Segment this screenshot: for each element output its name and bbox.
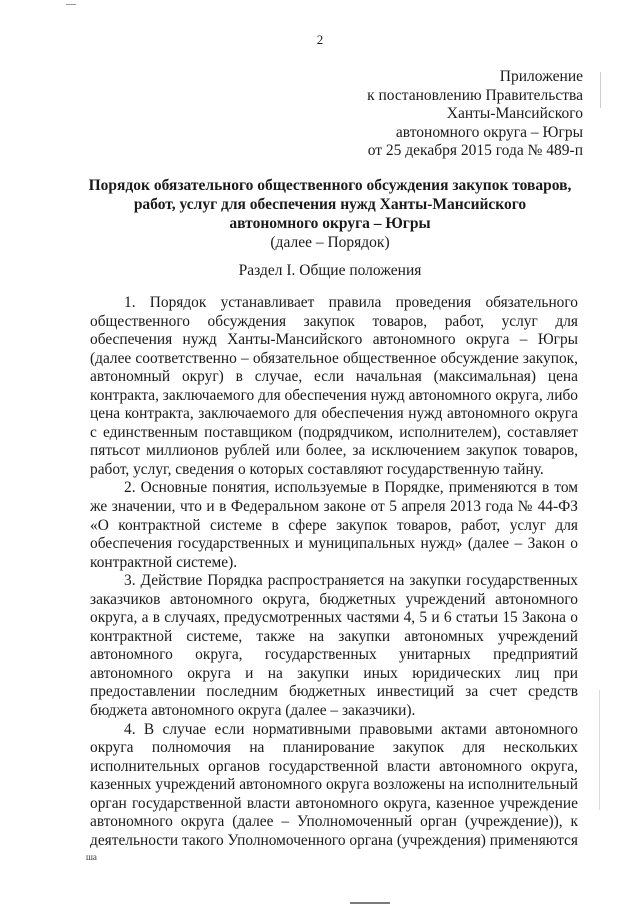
paragraph-2: 2. Основные понятия, используемые в Порядке, применяются в том же значении, что и в Федеральном законе от 5 апреля 2013 года № 44-ФЗ «О контрактной системе в сфере закупок товаров, работ, услуг для обеспечения государственных и муниципальных нужд» (далее – Закон о контрактной системе). — [90, 479, 578, 571]
appendix-line: автономного округа – Югры — [395, 123, 583, 141]
paragraph-4: 4. В случае если нормативными правовыми актами автономного округа полномочия на планирование закупок для нескольких исполнительных органов государственной власти автономного округа, казенных учреждений автономного округа возложены на исполнительный орган государственной власти автономного округа, казенное учреждение автономного округа (далее – Уполномоченный орган (учреждение)), к деятельности такого Уполномоченного органа (учреждения) применяются — [90, 720, 578, 849]
paragraph-3: 3. Действие Порядка распространяется на закупки государственных заказчиков автономного округа, бюджетных учреждений автономного округа, а в случаях, предусмотренных частями 4, 5 и 6 статьи 15 Закона о контрактной системе, также на закупки автономных учреждений автономного округа, государственных унитарных предприятий автономного округа и на закупки иных юридических лиц при предоставлении последним бюджетных инвестиций за счет средств бюджета автономного округа (далее – заказчики). — [90, 572, 578, 720]
appendix-line: от 25 декабря 2015 года № 489-п — [367, 142, 583, 160]
appendix-header — [367, 68, 583, 161]
section-heading: Раздел I. Общие положения — [238, 262, 422, 279]
footer-mark: ша — [86, 852, 97, 862]
scan-mark-top — [66, 4, 76, 5]
scan-mark-bottom — [350, 902, 390, 904]
appendix-line: к постановлению Правительства — [367, 86, 583, 104]
scan-mark-right-edge — [600, 72, 601, 108]
title-line: работ, услуг для обеспечения нужд Ханты-Мансийского — [133, 196, 527, 213]
appendix-line: Приложение — [499, 68, 583, 85]
paragraph-1: 1. Порядок устанавливает правила проведения обязательного общественного обсуждения закупок товаров, работ, услуг для обеспечения нужд Ханты-Мансийского автономного округа – Югры (далее соответственно – обязательное общественное обсуждение закупок, автономный округ) в случае, если начальная (максимальная) цена контракта, заключаемого для обеспечения нужд автономного округа, либо цена контракта, заключаемого для обеспечения нужд автономного округа с единственным поставщиком (подрядчиком, исполнителем), составляет пятьсот миллионов рублей или более, за исключением закупок товаров, работ, услуг, сведения о которых составляют государственную тайну. — [90, 294, 578, 478]
title-line: автономного округа – Югры — [229, 215, 431, 232]
page-number: 2 — [316, 32, 324, 47]
scan-mark-right-edge-lower — [599, 690, 600, 810]
document-title — [78, 176, 582, 252]
title-line: Порядок обязательного общественного обсуждения закупок товаров, — [88, 177, 572, 194]
appendix-line: Ханты-Мансийского — [446, 105, 583, 123]
title-subline: (далее – Порядок) — [270, 234, 390, 251]
document-body — [90, 294, 578, 850]
